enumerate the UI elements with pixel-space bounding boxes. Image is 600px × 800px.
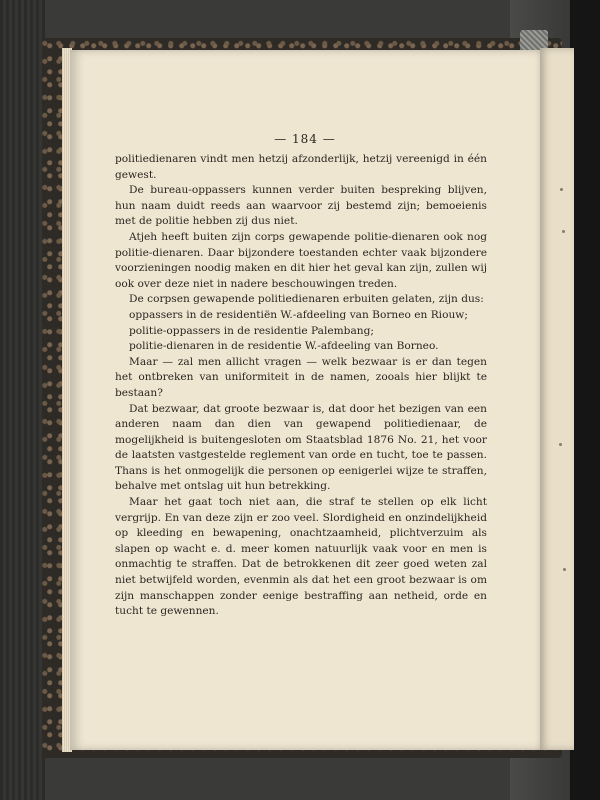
list-item: politie-dienaren in de residentie W.-afdeeling van Borneo. [129,340,439,353]
paragraph: De bureau-oppassers kunnen verder buiten bespreking blijven, hun naam duidt reeds aan waarvoor zij bestemd zijn; bemoeienis met de politie hebben zij dus niet. [115,184,487,228]
desk-background [0,0,45,800]
page-body-text [115,152,487,620]
facing-page-edge [540,48,574,750]
paragraph: Atjeh heeft buiten zijn corps gewapende politie-dienaren ook nog politie-dienaren. Daar bijzondere toestanden echter vaak bijzondere voorzieningen noodig maken en dit hier het geval kan zijn, zullen wij ook over deze niet in nadere beschouwingen treden. [115,230,487,290]
paragraph: Maar het gaat toch niet aan, die straf te stellen op elk licht vergrijp. En van deze zijn er zoo veel. Slordigheid en onzindelijkheid op kleeding en bewapening, onachtzaamheid, plichtverzuim als slapen op wacht e. d. meer komen natuurlijk vaak voor en men is onmachtig te straffen. Dat de betrokkenen dit zeer goed weten zal niet betwijfeld worden, evenmin als dat het een groot bezwaar is om zijn manschappen zonder eenige bestraffing aan netheid, orde en tucht te gewennen. [115,496,487,618]
paragraph: Dat bezwaar, dat groote bezwaar is, dat door het bezigen van een anderen naam dan dien van gewapend politiedienaar, de mogelijkheid is buitengesloten om Staatsblad 1876 No. 21, het voor de laatsten vastgestelde reglement van orde en tucht, toe te passen. Thans is het onmogelijk die personen op eenigerlei wijze te straffen, behalve met ontslag uit hun betrekking. [115,402,487,493]
paragraph: Maar — zal men allicht vragen — welk bezwaar is er dan tegen het ontbreken van uniformiteit in de namen, zooals hier blijkt te bestaan? [115,355,487,399]
paragraph: De corpsen gewapende politiedienaren erbuiten gelaten, zijn dus: [129,293,484,306]
page-number: — 184 — [274,132,336,146]
list-item: politie-oppassers in de residentie Palembang; [129,324,374,337]
paragraph: politiedienaren vindt men hetzij afzonderlijk, hetzij vereenigd in één gewest. [115,153,487,181]
list-item: oppassers in de residentiën W.-afdeeling van Borneo en Riouw; [129,308,468,321]
